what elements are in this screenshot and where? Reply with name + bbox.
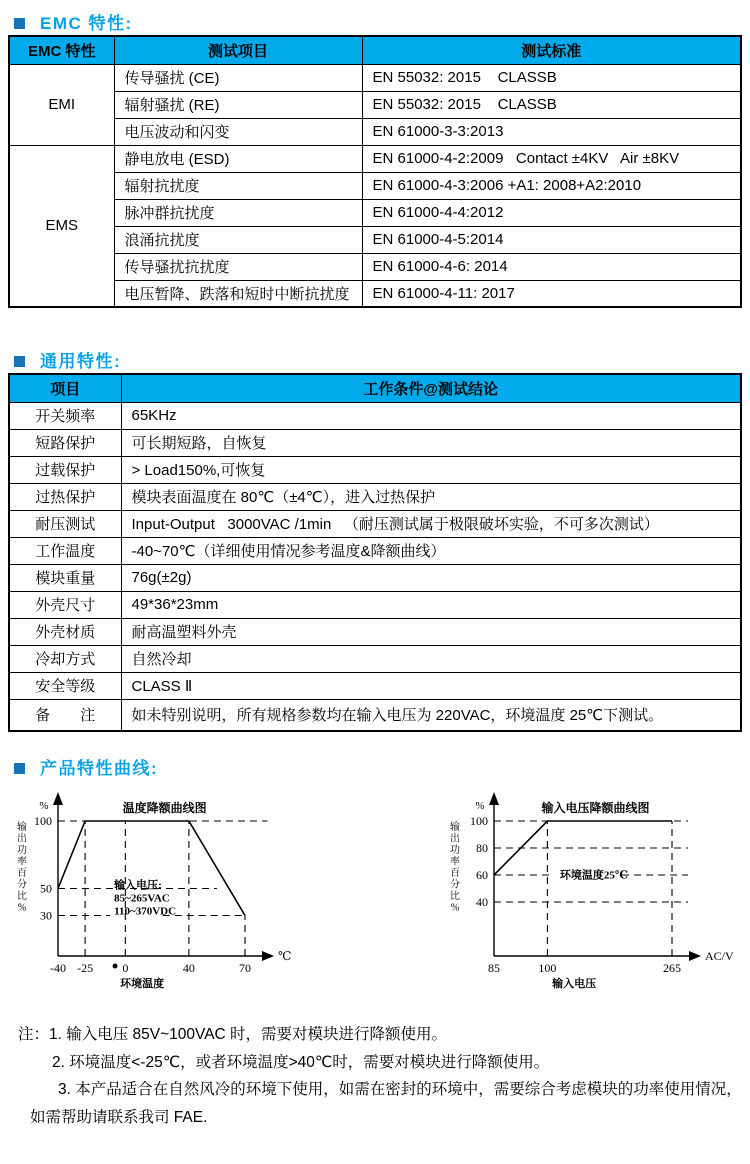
param-label-cell: 过载保护 (9, 456, 121, 483)
table-row (9, 64, 741, 91)
emc-header-characteristic: EMC 特性 (9, 36, 114, 64)
table-row (9, 672, 741, 699)
table-row (9, 510, 741, 537)
svg-text:分: 分 (17, 879, 27, 891)
table-row (9, 564, 741, 591)
svg-text:功: 功 (450, 845, 460, 856)
section-bullet-icon (14, 356, 25, 367)
svg-text:率: 率 (450, 856, 460, 868)
table-row (9, 483, 741, 510)
table-row (9, 456, 741, 483)
test-standard-cell: EN 61000-4-5:2014 (362, 226, 741, 253)
svg-text:输入电压降额曲线图: 输入电压降额曲线图 (541, 801, 650, 815)
table-row (9, 618, 741, 645)
table-row (9, 118, 741, 145)
param-value-cell: > Load150%,可恢复 (121, 456, 741, 483)
svg-text:%: % (39, 800, 49, 812)
svg-text:110~370VDC: 110~370VDC (114, 905, 177, 918)
table-row (9, 537, 741, 564)
param-label-cell: 过热保护 (9, 483, 121, 510)
param-value-cell: 可长期短路，自恢复 (121, 429, 741, 456)
input-voltage-derating-chart (439, 788, 744, 993)
svg-text:输: 输 (450, 822, 460, 833)
emc-group-emi: EMI (9, 64, 114, 145)
table-row (9, 645, 741, 672)
test-item-cell: 电压暂降、跌落和短时中断抗扰度 (114, 280, 362, 307)
test-standard-cell: EN 55032: 2015 CLASSB (362, 91, 741, 118)
param-label-cell: 模块重量 (9, 564, 121, 591)
emc-header-row (9, 36, 741, 64)
emc-group-ems: EMS (9, 145, 114, 307)
svg-text:比: 比 (450, 891, 460, 902)
curves-section-title: 产品特性曲线: (40, 759, 159, 778)
param-value-cell: 如未特别说明，所有规格参数均在输入电压为 220VAC，环境温度 25℃下测试。 (121, 699, 741, 731)
svg-text:%: % (475, 800, 485, 812)
param-label-cell: 开关频率 (9, 402, 121, 429)
test-item-cell: 辐射抗扰度 (114, 172, 362, 199)
svg-text:40: 40 (476, 895, 488, 909)
param-value-cell: -40~70℃（详细使用情况参考温度&降额曲线） (121, 537, 741, 564)
table-row (9, 429, 741, 456)
svg-text:%: % (450, 902, 460, 914)
param-label-cell: 冷却方式 (9, 645, 121, 672)
emc-section-title: EMC 特性: (40, 14, 133, 33)
param-value-cell: Input-Output 3000VAC /1min （耐压测试属于极限破坏实验，不可多次测试） (121, 510, 741, 537)
svg-text:265: 265 (663, 961, 681, 975)
svg-text:0: 0 (122, 961, 129, 975)
svg-text:环境温度: 环境温度 (120, 978, 165, 990)
note-line: 注：1. 输入电压 85V~100VAC 时，需要对模块进行降额使用。 (18, 1026, 448, 1043)
notes-block (0, 1021, 750, 1131)
test-standard-cell: EN 55032: 2015 CLASSB (362, 64, 741, 91)
svg-text:-25: -25 (77, 961, 94, 975)
table-row (9, 591, 741, 618)
param-label-cell: 安全等级 (9, 672, 121, 699)
note-line: 如需帮助请联系我司 FAE. (30, 1108, 208, 1126)
svg-text:100: 100 (470, 814, 488, 828)
param-value-cell: 49*36*23mm (121, 591, 741, 618)
note-line: 3. 本产品适合在自然风冷的环境下使用，如需在密封的环境中，需要综合考虑模块的功率使用情况， (58, 1081, 742, 1098)
table-row (9, 145, 741, 172)
svg-text:环境温度25℃: 环境温度25℃ (559, 869, 629, 882)
test-standard-cell: EN 61000-4-11: 2017 (362, 280, 741, 307)
test-standard-cell: EN 61000-4-4:2012 (362, 199, 741, 226)
svg-text:60: 60 (476, 868, 488, 882)
svg-text:分: 分 (450, 879, 460, 891)
param-label-cell: 备 注 (9, 699, 121, 731)
emc-header-test-item: 测试项目 (114, 36, 362, 64)
svg-text:80: 80 (476, 841, 488, 855)
test-item-cell: 静电放电 (ESD) (114, 145, 362, 172)
test-item-cell: 电压波动和闪变 (114, 118, 362, 145)
charts-row (0, 788, 750, 993)
general-header-condition: 工作条件@测试结论 (121, 374, 741, 402)
param-value-cell: 模块表面温度在 80℃（±4℃），进入过热保护 (121, 483, 741, 510)
svg-text:85~265VAC: 85~265VAC (114, 892, 170, 905)
svg-text:温度降额曲线图: 温度降额曲线图 (122, 801, 207, 815)
svg-text:率: 率 (17, 856, 27, 868)
svg-text:-40: -40 (50, 961, 66, 975)
svg-text:出: 出 (17, 833, 27, 845)
svg-text:百: 百 (450, 868, 460, 879)
param-label-cell: 工作温度 (9, 537, 121, 564)
svg-text:出: 出 (450, 833, 460, 845)
emc-table (8, 35, 742, 308)
svg-text:输: 输 (17, 822, 27, 833)
emc-section-header (14, 12, 750, 35)
svg-text:40: 40 (182, 961, 195, 975)
param-value-cell: 耐高温塑料外壳 (121, 618, 741, 645)
curves-section-header (14, 757, 750, 780)
test-item-cell: 浪涌抗扰度 (114, 226, 362, 253)
general-section-header (14, 350, 750, 373)
section-bullet-icon (14, 18, 25, 29)
param-value-cell: CLASS Ⅱ (121, 672, 741, 699)
table-row (9, 172, 741, 199)
table-row (9, 402, 741, 429)
table-row (9, 199, 741, 226)
svg-text:85: 85 (488, 961, 500, 975)
test-item-cell: 传导骚扰抗扰度 (114, 253, 362, 280)
svg-text:输入电压:: 输入电压: (114, 879, 162, 892)
svg-text:100: 100 (34, 814, 52, 828)
table-row (9, 699, 741, 731)
test-item-cell: 传导骚扰 (CE) (114, 64, 362, 91)
test-standard-cell: EN 61000-4-6: 2014 (362, 253, 741, 280)
test-standard-cell: EN 61000-3-3:2013 (362, 118, 741, 145)
test-item-cell: 辐射骚扰 (RE) (114, 91, 362, 118)
test-item-cell: 脉冲群抗扰度 (114, 199, 362, 226)
svg-text:比: 比 (17, 891, 27, 902)
svg-text:百: 百 (17, 868, 27, 879)
param-label-cell: 外壳材质 (9, 618, 121, 645)
table-row (9, 91, 741, 118)
param-value-cell: 自然冷却 (121, 645, 741, 672)
svg-text:100: 100 (538, 961, 557, 975)
table-row (9, 253, 741, 280)
param-label-cell: 耐压测试 (9, 510, 121, 537)
param-value-cell: 76g(±2g) (121, 564, 741, 591)
svg-text:输入电压: 输入电压 (552, 978, 597, 990)
svg-text:50: 50 (40, 881, 52, 896)
svg-text:功: 功 (17, 845, 27, 856)
emc-header-test-standard: 测试标准 (362, 36, 741, 64)
param-value-cell: 65KHz (121, 402, 741, 429)
section-bullet-icon (14, 763, 25, 774)
general-header-row (9, 374, 741, 402)
svg-text:℃: ℃ (278, 949, 292, 963)
svg-text:70: 70 (239, 961, 251, 975)
test-standard-cell: EN 61000-4-2:2009 Contact ±4KV Air ±8KV (362, 145, 741, 172)
param-label-cell: 外壳尺寸 (9, 591, 121, 618)
general-section-title: 通用特性: (40, 352, 122, 371)
general-header-item: 项目 (9, 374, 121, 402)
temperature-derating-chart (6, 788, 306, 993)
general-table (8, 373, 742, 732)
param-label-cell: 短路保护 (9, 429, 121, 456)
table-row (9, 280, 741, 307)
note-line: 2. 环境温度<-25℃，或者环境温度>40℃时，需要对模块进行降额使用。 (52, 1053, 550, 1071)
table-row (9, 226, 741, 253)
svg-text:AC/V: AC/V (705, 949, 734, 963)
svg-text:%: % (17, 902, 27, 914)
svg-text:30: 30 (40, 908, 52, 923)
test-standard-cell: EN 61000-4-3:2006 +A1: 2008+A2:2010 (362, 172, 741, 199)
